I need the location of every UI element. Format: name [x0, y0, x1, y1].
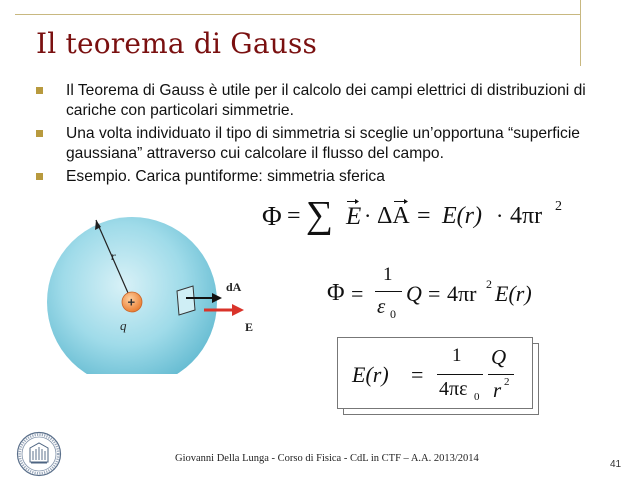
bullet-item — [36, 81, 616, 120]
da-vector-head — [212, 293, 222, 303]
radius-label: r — [111, 249, 116, 263]
eq3-fraction1-denominator: 4πε — [439, 378, 468, 400]
eq2-fraction-denominator: ε — [377, 294, 386, 318]
bullet-square-icon — [36, 130, 43, 137]
eq2-equals-2: = — [428, 281, 441, 306]
eq1-a-vector-arrow — [393, 198, 409, 205]
charge-q-label: q — [120, 318, 127, 333]
eq3-fraction1-numerator: 1 — [452, 345, 462, 366]
page-number: 41 — [610, 459, 622, 470]
bullet-item — [36, 124, 616, 163]
eq1-equals-1: = — [287, 203, 301, 229]
title-frame-right-line — [580, 0, 581, 66]
e-field-label: E — [245, 320, 254, 334]
eq2-q: Q — [406, 281, 422, 306]
eq1-e-vector: E — [346, 203, 362, 230]
eq1-e-vector-arrow — [346, 198, 360, 205]
eq3-e-of-r: E(r) — [352, 362, 389, 387]
eq1-exponent: 2 — [555, 199, 562, 214]
eq1-equals-2: = — [417, 203, 431, 229]
eq1-dot-1: · — [364, 203, 372, 228]
eq2-denominator-subscript: 0 — [390, 307, 396, 321]
charge-plus-label: + — [127, 294, 136, 310]
eq3-fraction2-bar — [488, 374, 514, 375]
eq2-exponent: 2 — [486, 277, 492, 291]
surface-patch — [177, 286, 195, 315]
bullet-text: Una volta individuato il tipo di simmetria si sceglie un’opportuna “superficie gaussiana” attraverso cui calcolare il flusso del campo. — [66, 125, 580, 162]
eq1-dot-2: · — [496, 203, 504, 228]
eq2-four-pi-r: 4πr — [447, 281, 477, 306]
eq2-fraction-bar — [375, 291, 402, 292]
eq2-phi: Φ — [327, 280, 345, 306]
eq2-e-of-r: E(r) — [495, 281, 532, 306]
bullet-text: Il Teorema di Gauss è utile per il calcolo dei campi elettrici di distribuzioni di cariche con particolari simmetrie. — [66, 82, 586, 119]
university-seal-logo — [16, 431, 62, 477]
eq3-fraction2-exponent: 2 — [504, 376, 510, 388]
eq3-fraction2-numerator: Q — [491, 345, 507, 369]
title-frame-top-line — [15, 14, 581, 15]
slide-title: Il teorema di Gauss — [36, 27, 318, 60]
eq3-fraction1-bar — [437, 374, 483, 375]
eq1-four-pi-r: 4πr — [510, 203, 543, 229]
eq3-fraction1-subscript: 0 — [474, 391, 480, 403]
e-field-arrow-head — [232, 304, 244, 316]
footer-credit: Giovanni Della Lunga - Corso di Fisica - CdL in CTF – A.A. 2013/2014 — [175, 453, 479, 464]
eq1-sum-symbol: ∑ — [306, 194, 334, 236]
gaussian-sphere-figure — [40, 194, 280, 374]
bullet-list — [36, 81, 616, 191]
eq1-phi: Φ — [262, 201, 282, 231]
eq1-delta-a-vector: ΔA — [377, 203, 410, 229]
bullet-square-icon — [36, 173, 43, 180]
eq3-equals: = — [411, 362, 424, 387]
bullet-square-icon — [36, 87, 43, 94]
bullet-text: Esempio. Carica puntiforme: simmetria sferica — [66, 168, 385, 185]
da-label: dA — [226, 280, 242, 294]
eq2-equals-1: = — [351, 281, 364, 306]
eq3-fraction2-denominator: r — [493, 378, 502, 402]
bullet-item — [36, 167, 616, 187]
eq1-e-of-r: E(r) — [442, 203, 482, 229]
eq2-fraction-numerator: 1 — [383, 264, 393, 285]
